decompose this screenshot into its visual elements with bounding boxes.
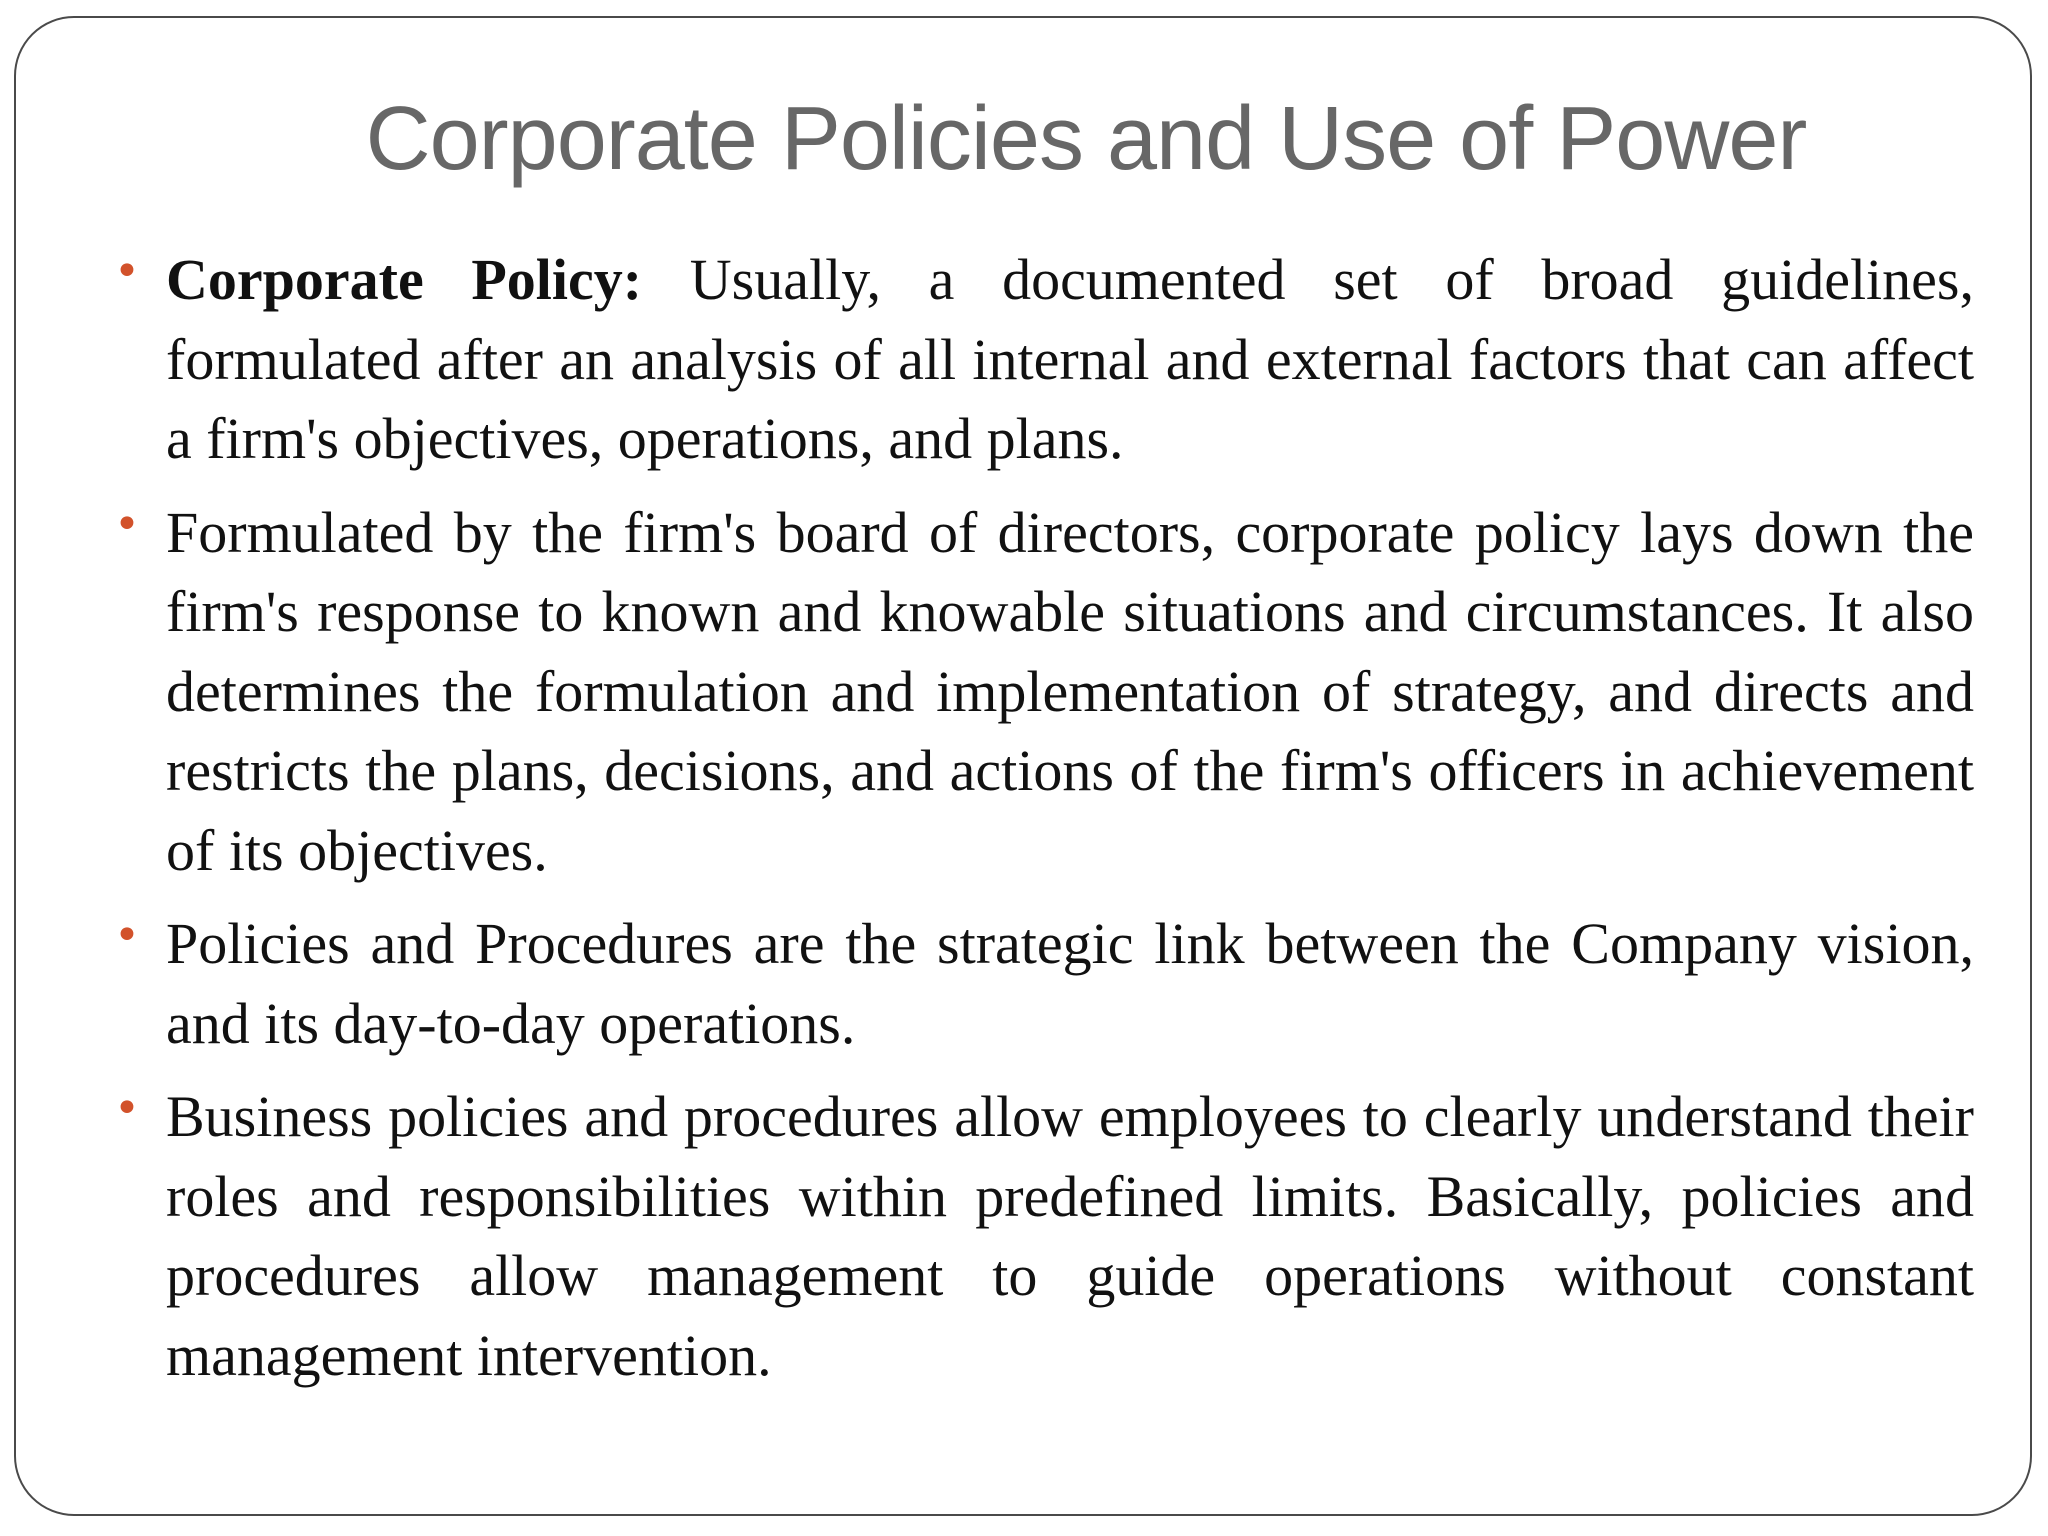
bullet-item-strategic-link	[114, 904, 1974, 1063]
bullet-list	[114, 240, 1974, 1409]
bullet-dot-icon: •	[114, 910, 140, 961]
bullet-text	[166, 1077, 1974, 1395]
bullet-dot-icon: •	[114, 498, 140, 550]
bullet-text	[166, 493, 1974, 891]
slide-title: Corporate Policies and Use of Power	[365, 89, 1807, 189]
slide	[14, 16, 2032, 1516]
bullet-body: Policies and Procedures are the strategic link between the Company vision, and its day-to-day operations.	[166, 911, 1974, 1056]
bullet-dot-icon: •	[114, 1083, 140, 1134]
bullet-body: Formulated by the firm's board of directors, corporate policy lays down the firm's response to known and knowable situations and circumstances. It also determines the formulation and implementation of strategy, and directs and restricts the plans, decisions, and actions of the firm's officers in achievement of its objectives.	[166, 499, 1974, 883]
bullet-term: Corporate Policy:	[166, 247, 643, 312]
bullet-text	[166, 240, 1974, 479]
bullet-item-corporate-policy	[114, 240, 1974, 479]
bullet-body: Business policies and procedures allow employees to clearly understand their roles and responsibilities within predefined limits. Basically, policies and procedures allow management to guide operations without constant management intervention.	[166, 1084, 1974, 1388]
bullet-item-business-policies	[114, 1077, 1974, 1395]
bullet-item-board-of-directors	[114, 493, 1974, 891]
bullet-text	[166, 904, 1974, 1063]
bullet-dot-icon: •	[114, 246, 140, 297]
bullet-body: Usually, a documented set of broad guidelines, formulated after an analysis of all internal and external factors that can affect a firm's objectives, operations, and plans.	[166, 247, 1974, 471]
